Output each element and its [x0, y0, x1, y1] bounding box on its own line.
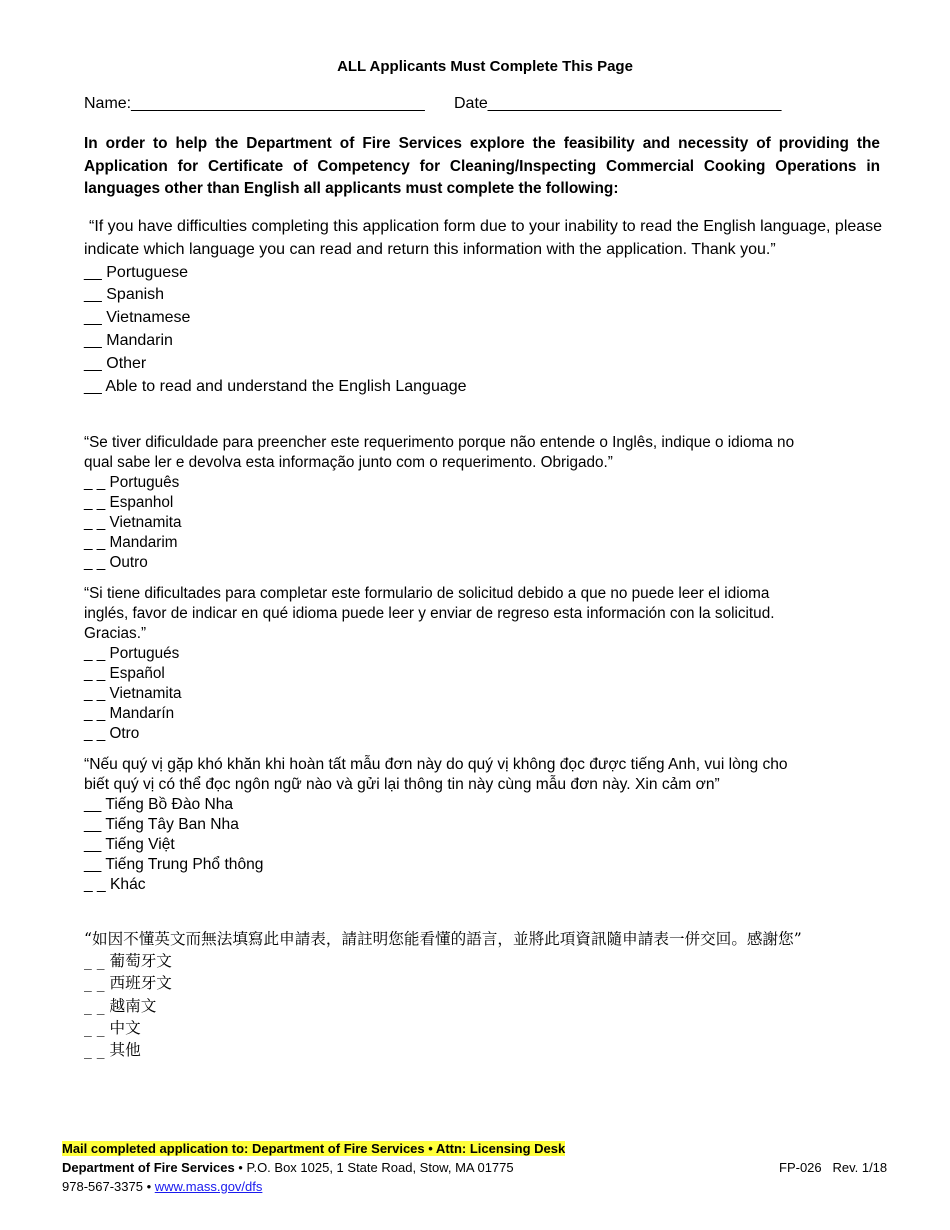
chinese-option-chinese[interactable]: _ _ 中文 [84, 1018, 141, 1037]
vietnamese-option-mandarin[interactable]: __ Tiếng Trung Phổ thông [84, 856, 264, 873]
name-field[interactable]: Name:_________________________________ [84, 95, 425, 112]
chinese-instructions: “如因不懂英文而無法填寫此申請表，請註明您能看懂的語言，並將此項資訊隨申請表一併交回。感謝您” [84, 930, 802, 948]
portuguese-instructions: “Se tiver dificuldade para preencher este requerimento porque não entende o Inglês, indique o idioma no qual sabe ler e devolva esta informação junto com o requerimento. Obrigado.” [84, 434, 795, 471]
english-option-english[interactable]: __ Able to read and understand the English Language [84, 377, 467, 395]
vietnamese-instructions: “Nếu quý vị gặp khó khăn khi hoàn tất mẫu đơn này do quý vị không đọc được tiếng Anh, vui lòng cho biết quý vị có thể đọc ngôn ngữ nào và gửi lại thông tin này cùng mẫu đơn này. Xin cảm ơn” [84, 756, 788, 793]
portuguese-option-spanish[interactable]: _ _ Espanhol [84, 494, 174, 511]
form-code: FP-026 Rev. 1/18 [779, 1160, 888, 1175]
intro-paragraph: In order to help the Department of Fire Services explore the feasibility and necessity of providing the Application for Certificate of Competency for Cleaning/Inspecting Commercial Cooking Operations in languages other than English all applicants must complete the following: [84, 135, 880, 197]
chinese-section [84, 928, 844, 1061]
spanish-option-spanish[interactable]: _ _ Español [84, 665, 165, 682]
english-section [84, 216, 884, 398]
phone: 978-567-3375 • [62, 1179, 155, 1194]
date-field[interactable]: Date_________________________________ [454, 95, 782, 112]
english-option-mandarin[interactable]: __ Mandarin [84, 331, 173, 349]
spanish-option-portuguese[interactable]: _ _ Portugués [84, 645, 180, 662]
portuguese-option-mandarin[interactable]: _ _ Mandarim [84, 534, 178, 551]
vietnamese-option-vietnamese[interactable]: __ Tiếng Việt [84, 836, 175, 853]
spanish-option-vietnamese[interactable]: _ _ Vietnamita [84, 685, 182, 702]
spanish-instructions: “Si tiene dificultades para completar este formulario de solicitud debido a que no puede leer el idioma inglés, favor de indicar en qué idioma puede leer y enviar de regreso esta información con la solicitud. Gracias.” [84, 585, 775, 642]
chinese-option-other[interactable]: _ _ 其他 [84, 1041, 141, 1060]
portuguese-option-other[interactable]: _ _ Outro [84, 554, 148, 571]
vietnamese-option-spanish[interactable]: __ Tiếng Tây Ban Nha [84, 816, 239, 833]
english-option-vietnamese[interactable]: __ Vietnamese [84, 309, 191, 327]
english-instructions: “If you have difficulties completing this application form due to your inability to read the English language, please indicate which language you can read and return this information with the application. Thank you.” [84, 218, 883, 258]
vietnamese-option-portuguese[interactable]: __ Tiếng Bồ Đào Nha [84, 796, 234, 813]
footer-address [62, 1158, 514, 1178]
english-option-other[interactable]: __ Other [84, 354, 147, 372]
english-option-portuguese[interactable]: __ Portuguese [84, 263, 189, 281]
english-option-spanish[interactable]: __ Spanish [84, 286, 165, 304]
website-link[interactable]: www.mass.gov/dfs [154, 1179, 263, 1194]
portuguese-option-portuguese[interactable]: _ _ Português [84, 474, 180, 491]
page-title: ALL Applicants Must Complete This Page [337, 58, 633, 75]
footer-contact [62, 1177, 262, 1197]
footer-mail-instructions [62, 1139, 565, 1159]
chinese-option-portuguese[interactable]: _ _ 葡萄牙文 [84, 952, 172, 971]
chinese-option-vietnamese[interactable]: _ _ 越南文 [84, 996, 157, 1015]
dept-name: Department of Fire Services [62, 1160, 235, 1175]
address: • P.O. Box 1025, 1 State Road, Stow, MA 01775 [234, 1160, 514, 1175]
vietnamese-option-other[interactable]: _ _ Khác [84, 876, 146, 893]
spanish-option-other[interactable]: _ _ Otro [84, 725, 140, 742]
portuguese-option-vietnamese[interactable]: _ _ Vietnamita [84, 514, 182, 531]
spanish-option-mandarin[interactable]: _ _ Mandarín [84, 705, 175, 722]
mail-highlight: Mail completed application to: Department of Fire Services • Attn: Licensing Desk [62, 1141, 566, 1156]
chinese-option-spanish[interactable]: _ _ 西班牙文 [84, 974, 172, 993]
spanish-section [84, 584, 804, 744]
portuguese-section [84, 433, 814, 573]
vietnamese-section [84, 755, 804, 895]
